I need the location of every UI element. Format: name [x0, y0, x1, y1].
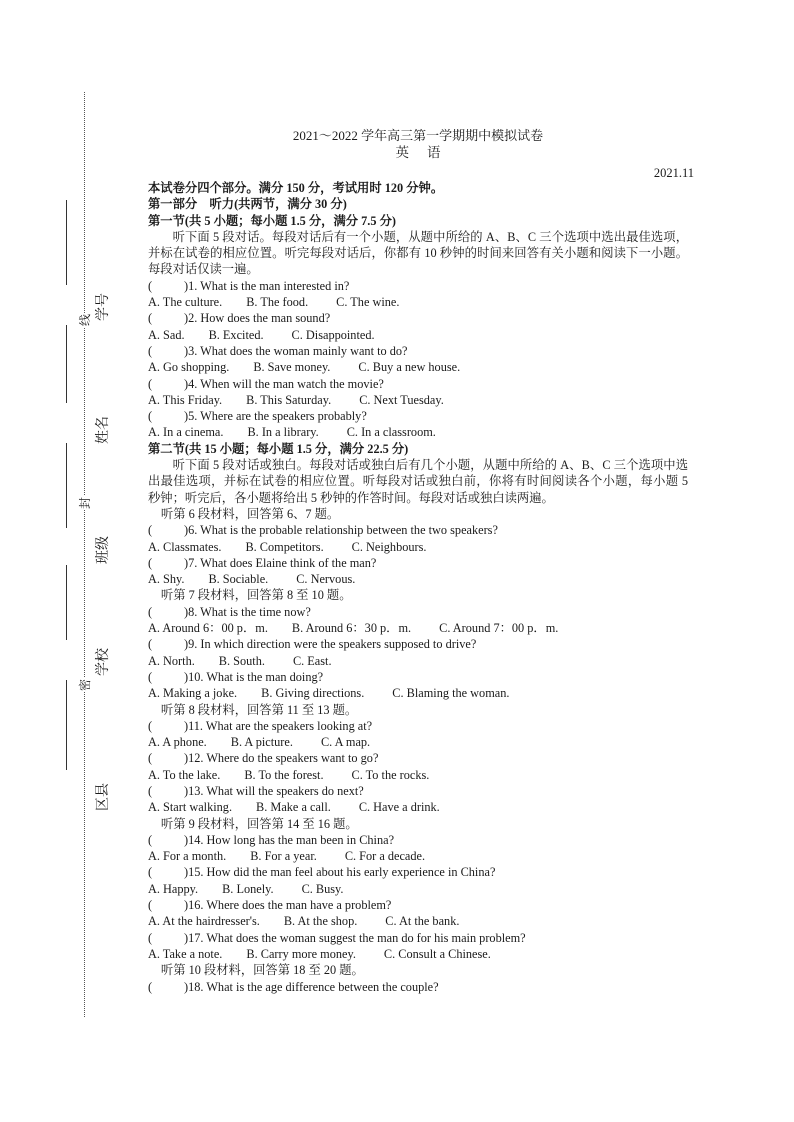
option-a[interactable]: A. To the lake. — [148, 767, 221, 782]
question-text: )14. How long has the man been in China? — [184, 832, 395, 847]
option-c[interactable]: C. The wine. — [336, 295, 400, 310]
option-b[interactable]: B. The food. — [246, 295, 309, 310]
district-underline — [66, 680, 67, 770]
question-text: )5. Where are the speakers probably? — [184, 409, 367, 424]
question-text: )15. How did the man feel about his early experience in China? — [184, 865, 496, 880]
seal-char-line: 线 — [78, 314, 92, 327]
option-b[interactable]: B. Sociable. — [208, 572, 269, 587]
question-stem — [148, 278, 688, 294]
exam-subject: 英语 — [395, 145, 459, 160]
option-a[interactable]: A. This Friday. — [148, 392, 223, 407]
exam-date: 2021.11 — [653, 166, 694, 180]
option-b[interactable]: B. To the forest. — [244, 767, 324, 782]
section1-questions — [148, 278, 688, 441]
option-b[interactable]: B. South. — [218, 653, 265, 668]
exam-title: 2021～2022 学年高三第一学期期中模拟试卷 — [292, 128, 544, 143]
option-a[interactable]: A. Start walking. — [148, 800, 233, 815]
question-stem — [148, 979, 688, 995]
options-row — [148, 539, 688, 555]
option-b[interactable]: B. This Saturday. — [246, 392, 332, 407]
option-c[interactable]: C. Buy a new house. — [358, 360, 461, 375]
option-b[interactable]: B. Around 6：30 p．m. — [291, 621, 412, 636]
question-text: )9. In which direction were the speakers supposed to drive? — [184, 637, 477, 652]
options-row — [148, 424, 688, 440]
section2-instruction: 听下面 5 段对话或独白。每段对话或独白后有几个小题，从题中所给的 A、B、C 三个选项中选出最佳选项，并标在试卷的相应位置。听每段对话或独白前，你将有时间阅读各个小题，每小题 5 秒钟；听完后，各小题将给出 5 秒钟的作答时间。每段对话或独白读两遍。 — [148, 458, 688, 505]
answer-blank[interactable]: ( — [148, 979, 153, 994]
options-row — [148, 359, 688, 375]
answer-blank[interactable]: ( — [148, 637, 153, 652]
question-stem — [148, 408, 688, 424]
option-a[interactable]: A. At the hairdresser's. — [148, 914, 260, 929]
option-c[interactable]: C. Have a drink. — [358, 800, 440, 815]
answer-blank[interactable]: ( — [148, 409, 153, 424]
question-text: )8. What is the time now? — [184, 604, 311, 619]
option-c[interactable]: C. Next Tuesday. — [359, 392, 444, 407]
option-c[interactable]: C. East. — [292, 653, 332, 668]
answer-blank[interactable]: ( — [148, 278, 153, 293]
question-text: )7. What does Elaine think of the man? — [184, 555, 377, 570]
question-stem — [148, 669, 688, 685]
option-a[interactable]: A. Making a joke. — [148, 686, 238, 701]
question-text: )1. What is the man interested in? — [184, 278, 350, 293]
option-a[interactable]: A. Shy. — [148, 572, 185, 587]
option-a[interactable]: A. Around 6：00 p．m. — [148, 621, 268, 636]
option-a[interactable]: A. Sad. — [148, 327, 185, 342]
question-stem — [148, 783, 688, 799]
option-c[interactable]: C. Blaming the woman. — [392, 686, 510, 701]
material-label: 听第 6 段材料，回答第 6、7 题。 — [160, 506, 340, 521]
question-text: )10. What is the man doing? — [184, 669, 324, 684]
answer-blank[interactable]: ( — [148, 604, 153, 619]
district-label: 区县 — [96, 783, 111, 811]
question-text: )18. What is the age difference between the couple? — [184, 979, 439, 994]
option-c[interactable]: C. Disappointed. — [291, 327, 375, 342]
material-label: 听第 7 段材料，回答第 8 至 10 题。 — [160, 588, 352, 603]
question-stem — [148, 522, 688, 538]
option-b[interactable]: B. Excited. — [208, 327, 264, 342]
option-a[interactable]: A. For a month. — [148, 849, 227, 864]
options-row — [148, 734, 688, 750]
answer-blank[interactable]: ( — [148, 930, 153, 945]
seal-char-seal: 封 — [78, 497, 92, 510]
seal-dotted-line — [84, 92, 85, 1017]
question-stem — [148, 310, 688, 326]
answer-blank[interactable]: ( — [148, 718, 153, 733]
options-row — [148, 620, 688, 636]
option-a[interactable]: A. North. — [148, 653, 195, 668]
option-a[interactable]: A. Take a note. — [148, 946, 223, 961]
class-label: 班级 — [96, 536, 111, 564]
material-label: 听第 9 段材料，回答第 14 至 16 题。 — [160, 816, 358, 831]
options-row — [148, 571, 688, 587]
question-stem — [148, 718, 688, 734]
option-c[interactable]: C. Nervous. — [296, 572, 356, 587]
option-c[interactable]: C. To the rocks. — [351, 767, 430, 782]
student-id-label: 学号 — [96, 293, 111, 321]
option-c[interactable]: C. Around 7：00 p．m. — [439, 621, 559, 636]
answer-blank[interactable]: ( — [148, 669, 153, 684]
answer-blank[interactable]: ( — [148, 865, 153, 880]
option-b[interactable]: B. A picture. — [230, 735, 293, 750]
question-text: )6. What is the probable relationship between the two speakers? — [184, 523, 498, 538]
option-a[interactable]: A. Classmates. — [148, 539, 222, 554]
option-b[interactable]: B. Giving directions. — [261, 686, 365, 701]
school-underline — [66, 565, 67, 640]
option-b[interactable]: B. Make a call. — [256, 800, 331, 815]
question-text: )3. What does the woman mainly want to do? — [184, 343, 408, 358]
option-a[interactable]: A. Happy. — [148, 881, 199, 896]
section2-heading: 第二节(共 15 小题；每小题 1.5 分，满分 22.5 分) — [148, 441, 409, 456]
class-underline — [66, 443, 67, 528]
option-a[interactable]: A. In a cinema. — [148, 425, 224, 440]
question-text: )4. When will the man watch the movie? — [184, 376, 384, 391]
options-row — [148, 294, 688, 310]
answer-blank[interactable]: ( — [148, 376, 153, 391]
question-text: )11. What are the speakers looking at? — [184, 718, 373, 733]
option-c[interactable]: C. Busy. — [301, 881, 344, 896]
option-a[interactable]: A. A phone. — [148, 735, 207, 750]
options-row — [148, 799, 688, 815]
option-c[interactable]: C. For a decade. — [344, 849, 426, 864]
exam-intro: 本试卷分四个部分。满分 150 分，考试用时 120 分钟。 — [148, 181, 444, 195]
answer-blank[interactable]: ( — [148, 523, 153, 538]
option-a[interactable]: A. Go shopping. — [148, 360, 230, 375]
question-stem — [148, 376, 688, 392]
answer-blank[interactable]: ( — [148, 751, 153, 766]
answer-blank[interactable]: ( — [148, 311, 153, 326]
options-row — [148, 913, 688, 929]
options-row — [148, 881, 688, 897]
material-label: 听第 8 段材料，回答第 11 至 13 题。 — [160, 702, 358, 717]
answer-blank[interactable]: ( — [148, 898, 153, 913]
option-c[interactable]: C. At the bank. — [385, 914, 460, 929]
options-row — [148, 767, 688, 783]
question-stem — [148, 750, 688, 766]
exam-content — [148, 128, 694, 995]
option-b[interactable]: B. Lonely. — [222, 881, 274, 896]
option-c[interactable]: C. A map. — [320, 735, 371, 750]
question-text: )12. Where do the speakers want to go? — [184, 751, 379, 766]
answer-blank[interactable]: ( — [148, 555, 153, 570]
section2-questions — [148, 506, 688, 995]
question-stem — [148, 897, 688, 913]
answer-blank[interactable]: ( — [148, 783, 153, 798]
binding-margin — [0, 0, 110, 1122]
option-c[interactable]: C. In a classroom. — [346, 425, 436, 440]
school-label: 学校 — [96, 648, 111, 676]
question-stem — [148, 832, 688, 848]
option-b[interactable]: B. Carry more money. — [246, 946, 356, 961]
seal-char-secret: 密 — [78, 679, 92, 692]
question-stem — [148, 343, 688, 359]
question-text: )2. How does the man sound? — [184, 311, 331, 326]
question-text: )13. What will the speakers do next? — [184, 783, 364, 798]
answer-blank[interactable]: ( — [148, 343, 153, 358]
question-stem — [148, 604, 688, 620]
question-stem — [148, 930, 688, 946]
answer-blank[interactable]: ( — [148, 832, 153, 847]
option-b[interactable]: B. At the shop. — [283, 914, 358, 929]
options-row — [148, 392, 688, 408]
options-row — [148, 946, 688, 962]
option-b[interactable]: B. In a library. — [247, 425, 319, 440]
material-label: 听第 10 段材料，回答第 18 至 20 题。 — [160, 963, 364, 978]
question-stem — [148, 555, 688, 571]
section1-heading: 第一节(共 5 小题；每小题 1.5 分，满分 7.5 分) — [148, 213, 396, 228]
option-c[interactable]: C. Consult a Chinese. — [383, 946, 491, 961]
option-c[interactable]: C. Neighbours. — [351, 539, 427, 554]
question-stem — [148, 864, 688, 880]
option-b[interactable]: B. Save money. — [253, 360, 331, 375]
question-text: )16. Where does the man have a problem? — [184, 898, 392, 913]
options-row — [148, 327, 688, 343]
options-row — [148, 653, 688, 669]
option-b[interactable]: B. Competitors. — [245, 539, 324, 554]
question-text: )17. What does the woman suggest the man do for his main problem? — [184, 930, 526, 945]
section1-instruction: 听下面 5 段对话。每段对话后有一个小题，从题中所给的 A、B、C 三个选项中选出最佳选项，并标在试卷的相应位置。听完每段对话后，你都有 10 秒钟的时间来回答有关小题和阅读下一小题。每段对话仅读一遍。 — [148, 229, 688, 277]
options-row — [148, 685, 688, 701]
name-label: 姓名 — [96, 416, 111, 444]
part1-heading: 第一部分 听力(共两节，满分 30 分) — [148, 197, 347, 212]
option-b[interactable]: B. For a year. — [250, 849, 317, 864]
option-a[interactable]: A. The culture. — [148, 295, 223, 310]
question-stem — [148, 636, 688, 652]
options-row — [148, 848, 688, 864]
student-id-underline — [66, 200, 67, 285]
name-underline — [66, 325, 67, 403]
